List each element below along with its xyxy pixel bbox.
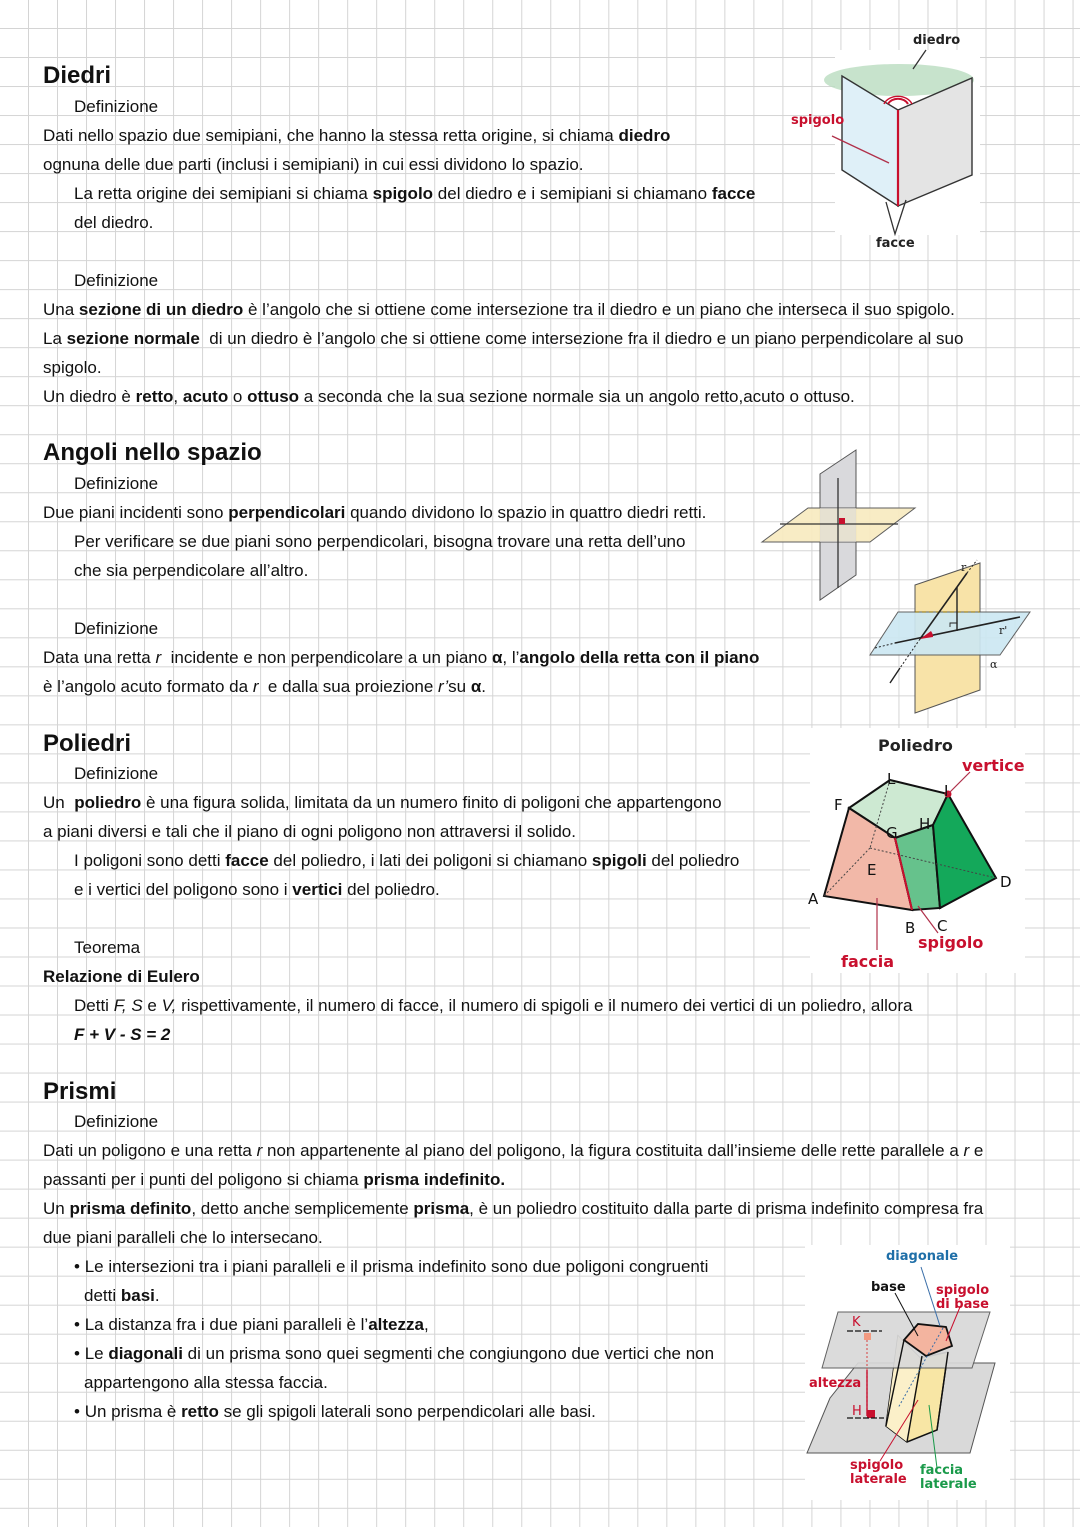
text-line: Dati un poligono e una retta r non appartenente al piano del poligono, la figura costituita dall’insieme delle rette parallele a r e [43, 1141, 984, 1160]
bullet-item: • La distanza fra i due piani paralleli è l’altezza, [74, 1315, 429, 1334]
theorem-label: Teorema [74, 938, 141, 957]
label-base: base [871, 1280, 906, 1295]
svg-text:F: F [834, 796, 843, 814]
text-line: Detti F, S e V, rispettivamente, il numero di facce, il numero di spigoli e il numero dei vertici di un poliedro, allora [74, 996, 913, 1015]
label-H: H [852, 1404, 862, 1419]
section-title-prismi: Prismi [43, 1078, 117, 1105]
label-faccia-laterale: faccia laterale [920, 1463, 977, 1492]
label-diagonale: diagonale [886, 1249, 959, 1264]
bullet-item: • Le diagonali di un prisma sono quei segmenti che congiungono due vertici che non [74, 1344, 715, 1363]
svg-text:B: B [905, 919, 916, 937]
bullet-continuation: appartengono alla stessa faccia. [84, 1373, 328, 1392]
text-line: La sezione normale di un diedro è l’angolo che si ottiene come intersezione fra il diedro e un piano perpendicolare al suo [43, 329, 964, 348]
definition-label: Definizione [74, 619, 159, 638]
dihedral-figure [780, 20, 990, 260]
svg-text:I: I [944, 782, 949, 800]
section-title-poliedri: Poliedri [43, 730, 132, 757]
definition-label: Definizione [74, 271, 159, 290]
label-spigolo-di-base: spigolo di base [936, 1283, 990, 1312]
text-line: Data una retta r incidente e non perpendicolare a un piano α, l’angolo della retta con il piano [43, 648, 760, 667]
polyhedron-figure [800, 728, 1030, 973]
definition-label: Definizione [74, 1112, 159, 1131]
text-line: La retta origine dei semipiani si chiama spigolo del diedro e i semipiani si chiamano facce [74, 184, 756, 203]
label-r: r [961, 561, 967, 574]
text-line: spigolo. [43, 358, 102, 377]
label-K: K [852, 1315, 861, 1330]
text-line: ognuna delle due parti (inclusi i semipiani) in cui essi dividono lo spazio. [43, 155, 584, 174]
bullet-item: • Le intersezioni tra i piani paralleli e il prisma indefinito sono due poligoni congruenti [74, 1257, 709, 1276]
label-faccia: faccia [841, 952, 895, 971]
label-spigolo: spigolo [791, 113, 845, 128]
definition-label: Definizione [74, 474, 159, 493]
label-facce: facce [876, 236, 915, 251]
svg-text:A: A [808, 890, 819, 908]
euler-formula: F + V - S = 2 [74, 1025, 171, 1044]
text-line: I poligoni sono detti facce del poliedro, i lati dei poligoni si chiamano spigoli del poliedro [74, 851, 740, 870]
label-diedro: diedro [913, 33, 961, 48]
svg-text:D: D [1000, 873, 1012, 891]
definition-label: Definizione [74, 764, 159, 783]
label-r-prime: r' [999, 624, 1008, 637]
label-spigolo: spigolo [918, 933, 984, 952]
text-line: a piani diversi e tali che il piano di ogni poligono non attraversi il solido. [43, 822, 576, 841]
figure-title: Poliedro [878, 736, 953, 755]
label-alpha: α [990, 658, 998, 671]
label-spigolo-laterale: spigolo laterale [850, 1458, 907, 1487]
text-line: Una sezione di un diedro è l’angolo che si ottiene come intersezione tra il diedro e un piano che interseca il suo spigolo. [43, 300, 955, 319]
text-line: del diedro. [74, 213, 154, 232]
section-title-angoli: Angoli nello spazio [43, 439, 262, 466]
definition-label: Definizione [74, 97, 159, 116]
text-line: Un prisma definito, detto anche semplicemente prisma, è un poliedro costituito dalla parte di prisma indefinito compresa fra [43, 1199, 984, 1218]
text-line: Un poliedro è una figura solida, limitata da un numero finito di poligoni che appartengono [43, 793, 722, 812]
text-line: Per verificare se due piani sono perpendicolari, bisogna trovare una retta dell’uno [74, 532, 686, 551]
text-line: due piani paralleli che lo intersecano. [43, 1228, 323, 1247]
label-altezza: altezza [809, 1376, 862, 1391]
text-line: è l’angolo acuto formato da r e dalla sua proiezione r’su α. [43, 677, 486, 696]
svg-text:G: G [886, 824, 898, 842]
svg-text:E: E [867, 861, 877, 879]
line-plane-angle-figure [865, 555, 1035, 720]
theorem-title: Relazione di Eulero [43, 967, 200, 986]
text-line: passanti per i punti del poligono si chiama prisma indefinito. [43, 1170, 506, 1189]
text-line: e i vertici del poligono sono i vertici del poliedro. [74, 880, 440, 899]
text-line: Due piani incidenti sono perpendicolari quando dividono lo spazio in quattro diedri retti. [43, 503, 707, 522]
svg-text:L: L [887, 770, 896, 788]
text-line: Un diedro è retto, acuto o ottuso a seconda che la sua sezione normale sia un angolo retto,acuto o ottuso. [43, 387, 855, 406]
text-line: che sia perpendicolare all’altro. [74, 561, 309, 580]
svg-text:H: H [919, 815, 931, 833]
section-title-diedri: Diedri [43, 62, 112, 89]
svg-text:C: C [937, 917, 948, 935]
text-line: Dati nello spazio due semipiani, che hanno la stessa retta origine, si chiama diedro [43, 126, 671, 145]
bullet-item: • Un prisma è retto se gli spigoli laterali sono perpendicolari alle basi. [74, 1402, 596, 1421]
prism-figure [800, 1240, 1015, 1500]
label-vertice: vertice [962, 756, 1025, 775]
bullet-continuation: detti basi. [84, 1286, 160, 1305]
